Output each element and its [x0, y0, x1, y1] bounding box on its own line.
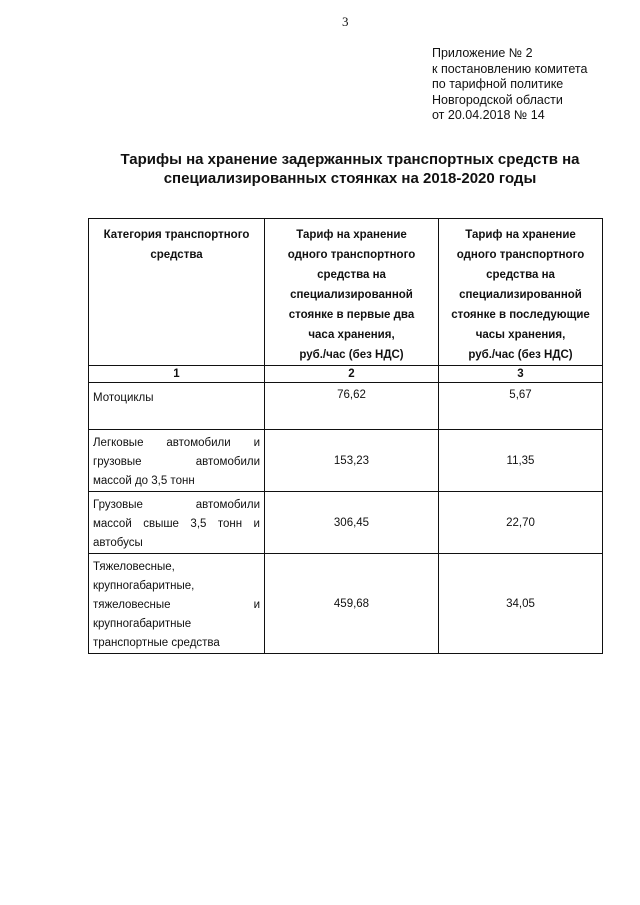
- annex-line: по тарифной политике: [432, 77, 564, 91]
- category-cell: [89, 554, 265, 654]
- tariff-first-two-hours: 459,68: [265, 554, 439, 654]
- category-line: грузовые автомобили: [93, 456, 260, 468]
- table-row: [89, 430, 603, 492]
- header-line: часы хранения,: [475, 329, 566, 341]
- column-number-row: [89, 366, 603, 383]
- category-line: Тяжеловесные,: [93, 561, 175, 573]
- header-following-hours: [439, 219, 603, 366]
- header-category: [89, 219, 265, 366]
- category-cell: [89, 430, 265, 492]
- title-line-2: специализированных стоянках на 2018-2020 годы: [163, 170, 537, 187]
- header-line: одного транспортного: [287, 249, 416, 261]
- category-line: массой до 3,5 тонн: [93, 475, 195, 487]
- category-line: автобусы: [93, 537, 143, 549]
- tariff-first-two-hours: 306,45: [265, 492, 439, 554]
- column-number: 1: [89, 366, 265, 383]
- tariff-table: [88, 218, 603, 654]
- annex-line: от 20.04.2018 № 14: [432, 108, 545, 122]
- table-row: [89, 383, 603, 430]
- category-line: транспортные средства: [93, 637, 220, 649]
- tariff-following-hours: 5,67: [439, 383, 603, 430]
- tariff-following-hours: 34,05: [439, 554, 603, 654]
- tariff-following-hours: 11,35: [439, 430, 603, 492]
- category-line: массой свыше 3,5 тонн и: [93, 518, 260, 530]
- category-cell: [89, 383, 265, 430]
- annex-block: [432, 46, 587, 124]
- header-line: руб./час (без НДС): [468, 349, 573, 361]
- category-line: Легковые автомобили и: [93, 437, 260, 449]
- category-line: крупногабаритные: [93, 618, 192, 630]
- header-line: стоянке в первые два: [288, 309, 415, 321]
- header-line: средства на: [317, 269, 386, 281]
- category-line: Грузовые автомобили: [93, 499, 260, 511]
- page-number: 3: [342, 14, 349, 29]
- header-line: специализированной: [459, 289, 582, 301]
- column-number: 3: [439, 366, 603, 383]
- header-line: стоянке в последующие: [451, 309, 590, 321]
- document-title: [60, 150, 640, 188]
- annex-line: Новгородской области: [432, 92, 563, 107]
- annex-line: Приложение № 2: [432, 46, 533, 60]
- table-header-row: [89, 219, 603, 366]
- tariff-first-two-hours: 153,23: [265, 430, 439, 492]
- header-line: специализированной: [290, 289, 413, 301]
- header-line: Категория транспортного: [103, 229, 250, 241]
- header-line: руб./час (без НДС): [299, 349, 404, 361]
- category-line: Мотоциклы: [93, 392, 154, 404]
- tariff-first-two-hours: 76,62: [265, 383, 439, 430]
- table-row: [89, 492, 603, 554]
- header-line: средства на: [486, 269, 555, 281]
- header-line: Тариф на хранение: [465, 229, 576, 241]
- column-number: 2: [265, 366, 439, 383]
- annex-line: к постановлению комитета: [432, 61, 588, 76]
- header-line: средства: [150, 249, 203, 261]
- header-line: часа хранения,: [308, 329, 395, 341]
- tariff-following-hours: 22,70: [439, 492, 603, 554]
- header-line: одного транспортного: [456, 249, 585, 261]
- title-line-1: Тарифы на хранение задержанных транспортных средств на: [120, 151, 580, 168]
- table-row: [89, 554, 603, 654]
- header-line: Тариф на хранение: [296, 229, 407, 241]
- category-line: тяжеловесные и: [93, 599, 260, 611]
- category-cell: [89, 492, 265, 554]
- category-line: крупногабаритные,: [93, 580, 195, 592]
- header-first-two-hours: [265, 219, 439, 366]
